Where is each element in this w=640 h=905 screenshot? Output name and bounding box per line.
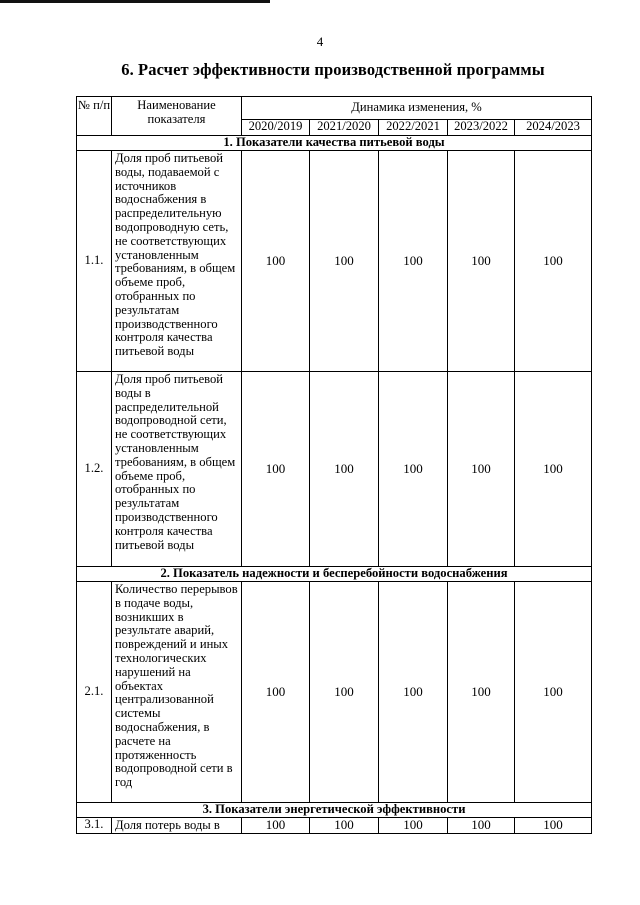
row-value: 100 [310, 818, 379, 834]
group-title: 2. Показатель надежности и бесперебойности водоснабжения [77, 567, 592, 582]
row-value: 100 [379, 582, 448, 803]
row-value: 100 [515, 151, 592, 372]
row-value: 100 [310, 151, 379, 372]
row-value: 100 [310, 372, 379, 567]
header-name: Наименование показателя [112, 97, 242, 136]
header-dynamics: Динамика изменения, % [242, 97, 592, 120]
table-row [77, 151, 592, 372]
section-title: 6. Расчет эффективности производственной программы [121, 60, 545, 79]
scan-edge-line [0, 0, 270, 3]
row-num: 1.2. [77, 372, 112, 567]
row-name: Доля проб питьевой воды в распределительной водопроводной сети, не соответствующих установленным требованиям, в общем объеме проб, отобранных по результатам производственного контроля качества питьевой воды [112, 372, 242, 567]
row-value: 100 [515, 582, 592, 803]
header-year: 2023/2022 [448, 119, 515, 135]
table-row [77, 818, 592, 834]
group-title: 3. Показатели энергетической эффективности [77, 803, 592, 818]
row-name: Количество перерывов в подаче воды, возникших в результате аварий, повреждений и иных технологических нарушений на объектах централизованной системы водоснабжения, в расчете на протяженность водопроводной сети в год [112, 582, 242, 803]
header-year: 2020/2019 [242, 119, 310, 135]
page-number: 4 [316, 34, 324, 49]
header-num: № п/п [77, 97, 112, 136]
row-value: 100 [379, 372, 448, 567]
row-value: 100 [448, 372, 515, 567]
row-num: 1.1. [77, 151, 112, 372]
row-num: 3.1. [77, 818, 112, 834]
row-value: 100 [515, 818, 592, 834]
row-value: 100 [242, 582, 310, 803]
group-title: 1. Показатели качества питьевой воды [77, 136, 592, 151]
row-name: Доля проб питьевой воды, подаваемой с источников водоснабжения в распределительную водопроводную сеть, не соответствующих установленным требованиям, в общем объеме проб, отобранных по результатам производственного контроля качества питьевой воды [112, 151, 242, 372]
header-year: 2022/2021 [379, 119, 448, 135]
row-value: 100 [242, 151, 310, 372]
row-value: 100 [242, 818, 310, 834]
row-value: 100 [448, 818, 515, 834]
row-value: 100 [310, 582, 379, 803]
row-value: 100 [379, 151, 448, 372]
row-value: 100 [515, 372, 592, 567]
efficiency-table [76, 96, 592, 834]
header-year: 2021/2020 [310, 119, 379, 135]
row-num: 2.1. [77, 582, 112, 803]
header-year: 2024/2023 [515, 119, 592, 135]
row-name: Доля потерь воды в [112, 818, 242, 834]
table-row [77, 372, 592, 567]
table-row [77, 582, 592, 803]
row-value: 100 [242, 372, 310, 567]
row-value: 100 [448, 582, 515, 803]
row-value: 100 [448, 151, 515, 372]
row-value: 100 [379, 818, 448, 834]
